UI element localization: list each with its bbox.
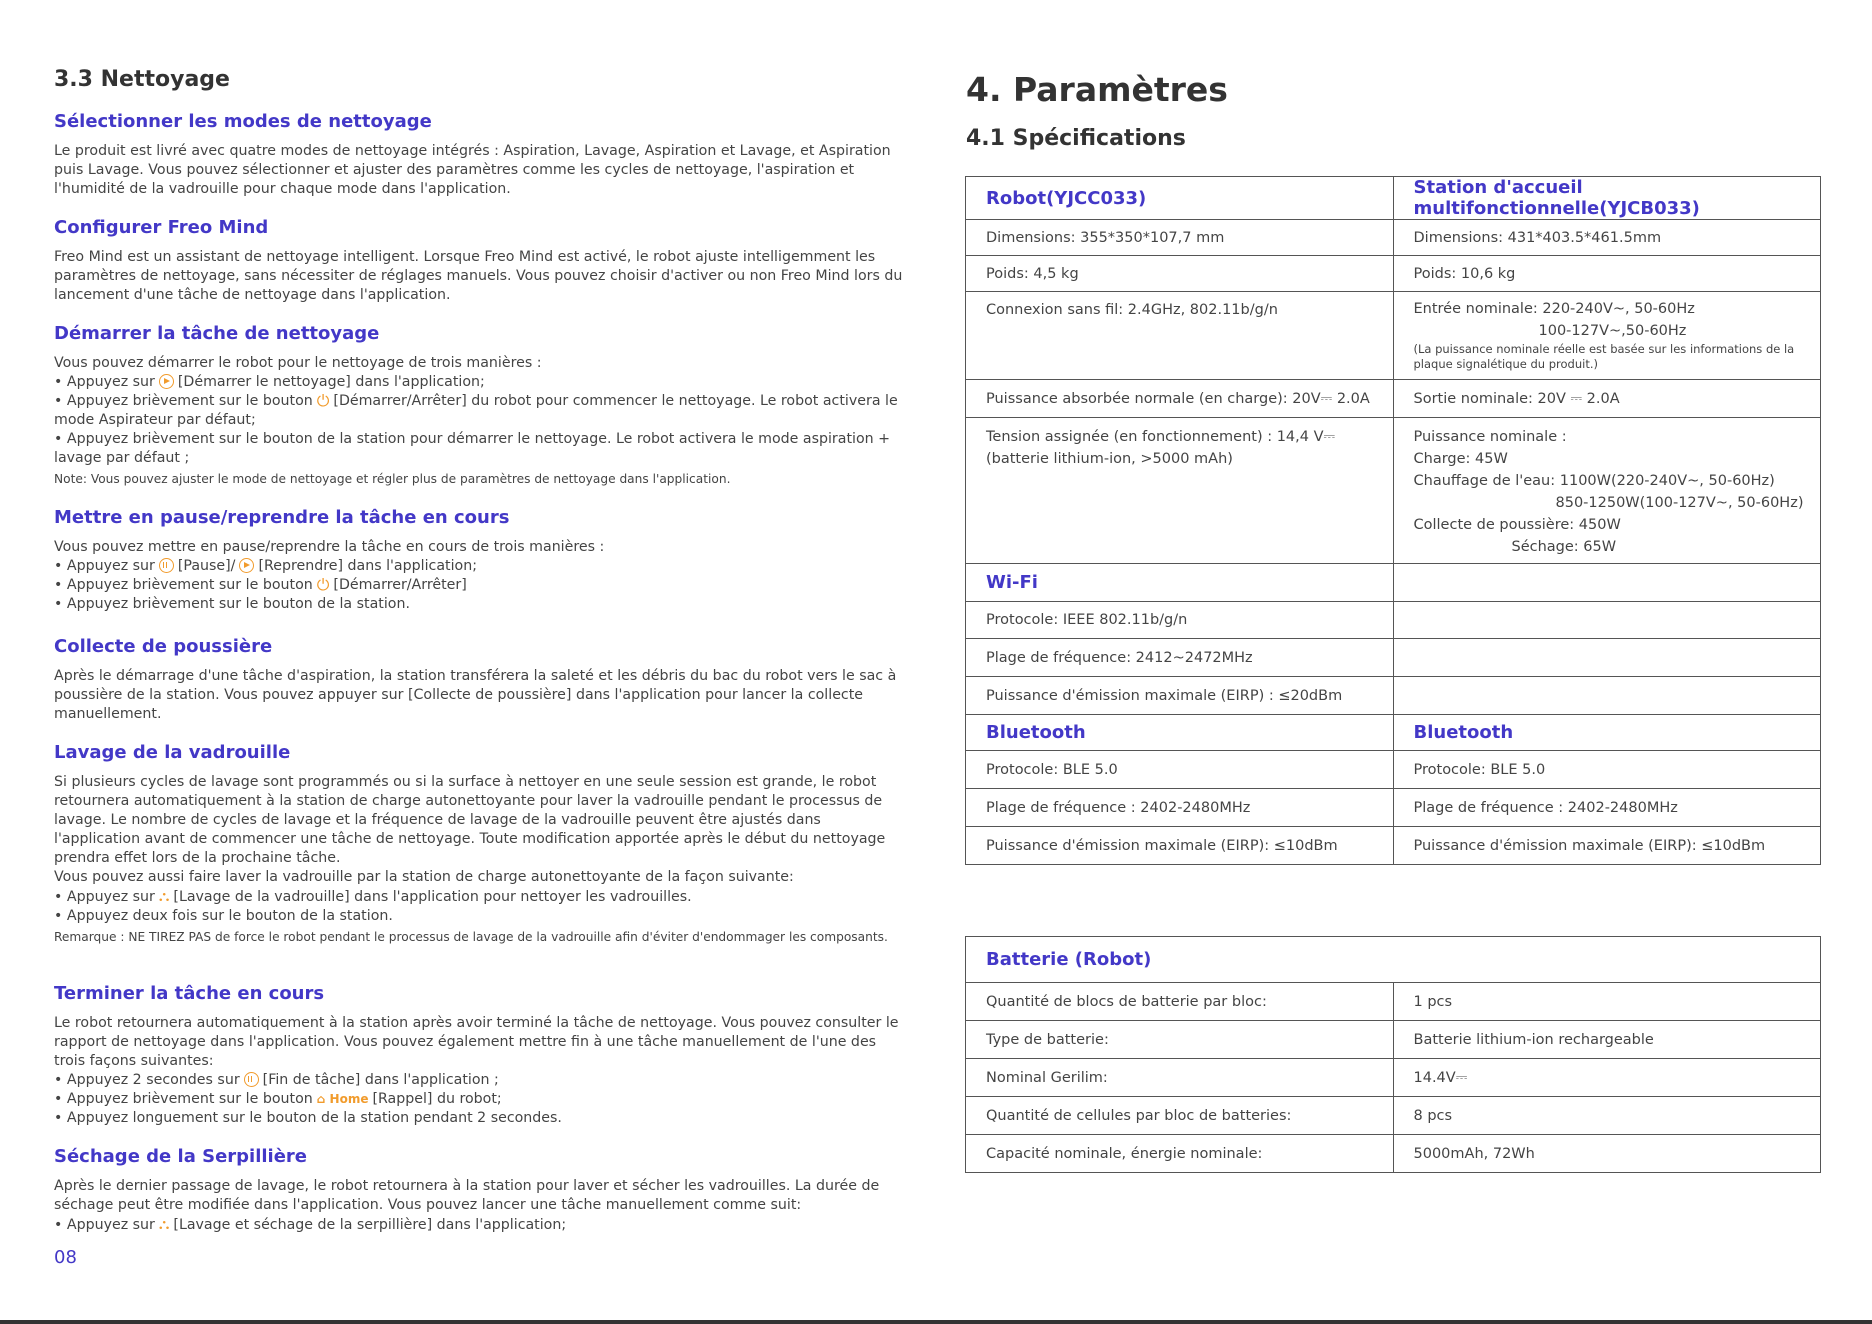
heading-cleaning-modes: Sélectionner les modes de nettoyage [54,111,432,132]
station-weight: Poids: 10,6 kg [1393,256,1821,292]
pause-bullet-2: • Appuyez brièvement sur le bouton ⏻ [Démarrer/Arrêter] [54,575,467,594]
power-icon: ⏻ [316,391,330,410]
mop-drying-text: Après le dernier passage de lavage, le robot retournera à la station pour laver et sécher les vadrouilles. La durée de séchage peut être modifiée dans l'application. Vous pouvez lancer une tâche manuellement comme suit: [54,1178,880,1213]
home-icon: ⌂ Home [316,1092,369,1106]
battery-value: 14.4V⎓ [1393,1059,1821,1097]
wifi-frequency: Plage de fréquence: 2412~2472MHz [966,639,1394,677]
wifi-eirp: Puissance d'émission maximale (EIRP) : ≤20dBm [966,677,1394,715]
start-bullet-2: • Appuyez brièvement sur le bouton ⏻ [Démarrer/Arrêter] du robot pour commencer le nettoyage. Le robot activera le mode Aspirateur par défaut; [54,391,898,428]
mop-note: Remarque : NE TIREZ PAS de force le robot pendant le processus de lavage de la vadrouille afin d'éviter d'endommager les composants. [54,930,888,944]
specifications-subtitle: 4.1 Spécifications [966,126,1186,151]
pause-bullet-3: • Appuyez brièvement sur le bouton de la station. [54,596,410,612]
robot-header: Robot(YJCC033) [966,177,1394,220]
start-intro: Vous pouvez démarrer le robot pour le nettoyage de trois manières : [54,355,542,371]
freo-mind-text: Freo Mind est un assistant de nettoyage intelligent. Lorsque Freo Mind est activé, le robot ajuste intelligemment les paramètres de nettoyage, sans nécessiter de réglages manuels. Vous pouvez choisir d'activer ou non Freo Mind lors du lancement d'une tâche de nettoyage dans l'application. [54,249,903,303]
battery-value: Batterie lithium-ion rechargeable [1393,1021,1821,1059]
power-icon: ⏻ [316,575,330,594]
station-rated-power: Puissance nominale : Charge: 45W Chauffage de l'eau: 1100W(220-240V~, 50-60Hz) 850-1250W(100-127V~, 50-60Hz) Collecte de poussière: 450W Séchage: 65W [1393,418,1821,564]
wifi-header: Wi-Fi [966,564,1394,602]
heading-freo-mind: Configurer Freo Mind [54,217,269,238]
mop-bullet-1: • Appuyez sur ⛬ [Lavage de la vadrouille] dans l'application pour nettoyer les vadrouilles. [54,887,692,905]
bottom-rule [0,1320,1872,1324]
robot-dimensions: Dimensions: 355*350*107,7 mm [966,220,1394,256]
mop-washing-text-2: Vous pouvez aussi faire laver la vadrouille par la station de charge autonettoyante de la façon suivante: [54,869,794,885]
section-title: 3.3 Nettoyage [54,67,230,92]
station-bt-eirp: Puissance d'émission maximale (EIRP): ≤10dBm [1393,827,1821,865]
battery-table [965,936,1821,1173]
start-note: Note: Vous pouvez ajuster le mode de nettoyage et régler plus de paramètres de nettoyage dans l'application. [54,472,731,486]
battery-header: Batterie (Robot) [966,937,1821,983]
robot-weight: Poids: 4,5 kg [966,256,1394,292]
robot-bt-eirp: Puissance d'émission maximale (EIRP): ≤10dBm [966,827,1394,865]
heading-end-task: Terminer la tâche en cours [54,983,325,1004]
start-bullet-1: • Appuyez sur [Démarrer le nettoyage] dans l'application; [54,374,485,390]
battery-label: Nominal Gerilim: [966,1059,1394,1097]
empty-cell [1393,564,1821,602]
end-bullet-2: • Appuyez brièvement sur le bouton ⌂ Home [Rappel] du robot; [54,1091,502,1107]
station-bt-protocol: Protocole: BLE 5.0 [1393,751,1821,789]
drying-bullet-1: • Appuyez sur ⛬ [Lavage et séchage de la serpillière] dans l'application; [54,1215,567,1233]
mop-bullet-2: • Appuyez deux fois sur le bouton de la station. [54,908,393,924]
play-icon [239,558,254,573]
page-number: 08 [54,1247,77,1268]
heading-start-task: Démarrer la tâche de nettoyage [54,323,380,344]
empty-cell [1393,639,1821,677]
play-icon [159,374,174,389]
battery-label: Capacité nominale, énergie nominale: [966,1135,1394,1173]
pause-icon [244,1072,259,1087]
station-input: Entrée nominale: 220-240V~, 50-60Hz 100-127V~,50-60Hz (La puissance nominale réelle est basée sur les informations de la plaque signalétique du produit.) [1393,292,1821,380]
heading-pause-resume: Mettre en pause/reprendre la tâche en cours [54,507,510,528]
station-output: Sortie nominale: 20V ⎓ 2.0A [1393,380,1821,418]
battery-label: Quantité de cellules par bloc de batteries: [966,1097,1394,1135]
robot-bt-frequency: Plage de fréquence : 2402-2480MHz [966,789,1394,827]
cleaning-modes-text: Le produit est livré avec quatre modes de nettoyage intégrés : Aspiration, Lavage, Aspiration et Lavage, et Aspiration puis Lavage. Vous pouvez sélectionner et ajuster des paramètres comme les cycles de nettoyage, l'aspiration et l'humidité de la vadrouille pour chaque mode dans l'application. [54,143,891,197]
robot-wireless: Connexion sans fil: 2.4GHz, 802.11b/g/n [966,292,1394,380]
end-bullet-1: • Appuyez 2 secondes sur [Fin de tâche] dans l'application ; [54,1072,499,1088]
dust-collection-text: Après le démarrage d'une tâche d'aspiration, la station transférera la saleté et les débris du bac du robot vers le sac à poussière de la station. Vous pouvez appuyer sur [Collecte de poussière] dans l'application pour lancer la collecte manuellement. [54,668,897,722]
battery-label: Type de batterie: [966,1021,1394,1059]
mop-dry-icon: ⛬ [158,1215,170,1233]
empty-cell [1393,677,1821,715]
empty-cell [1393,602,1821,639]
battery-value: 5000mAh, 72Wh [1393,1135,1821,1173]
pause-icon [159,558,174,573]
specifications-table [965,176,1821,865]
robot-power-draw: Puissance absorbée normale (en charge): 20V⎓ 2.0A [966,380,1394,418]
battery-label: Quantité de blocs de batterie par bloc: [966,983,1394,1021]
station-bluetooth-header: Bluetooth [1393,715,1821,751]
heading-mop-washing: Lavage de la vadrouille [54,742,291,763]
end-task-text: Le robot retournera automatiquement à la station après avoir terminé la tâche de nettoyage. Vous pouvez consulter le rapport de nettoyage dans l'application. Vous pouvez également mettre fin à une tâche manuellement de l'une des trois façons suivantes: [54,1015,899,1069]
wifi-protocol: Protocole: IEEE 802.11b/g/n [966,602,1394,639]
heading-mop-drying: Séchage de la Serpillière [54,1146,308,1167]
robot-bluetooth-header: Bluetooth [966,715,1394,751]
pause-bullet-1: • Appuyez sur [Pause]/ [Reprendre] dans l'application; [54,558,477,574]
mop-wash-icon: ⛬ [158,887,170,905]
battery-value: 8 pcs [1393,1097,1821,1135]
station-bt-frequency: Plage de fréquence : 2402-2480MHz [1393,789,1821,827]
parameters-title: 4. Paramètres [966,70,1228,109]
left-column [54,67,910,1235]
battery-value: 1 pcs [1393,983,1821,1021]
heading-dust-collection: Collecte de poussière [54,636,273,657]
end-bullet-3: • Appuyez longuement sur le bouton de la station pendant 2 secondes. [54,1110,562,1126]
start-bullet-3: • Appuyez brièvement sur le bouton de la station pour démarrer le nettoyage. Le robot activera le mode aspiration + lavage par défaut ; [54,431,891,466]
pause-intro: Vous pouvez mettre en pause/reprendre la tâche en cours de trois manières : [54,539,605,555]
robot-voltage: Tension assignée (en fonctionnement) : 14,4 V⎓ (batterie lithium-ion, >5000 mAh) [966,418,1394,564]
mop-washing-text: Si plusieurs cycles de lavage sont programmés ou si la surface à nettoyer en une seule session est grande, le robot retournera automatiquement à la station de charge autonettoyante pour laver la vadrouille pendant le processus de lavage. Le nombre de cycles de lavage et la fréquence de lavage de la vadrouille peuvent être ajustés dans l'application avant de commencer une tâche de nettoyage. Toute modification apportée après le début du nettoyage prendra effet lors de la prochaine tâche. [54,774,886,866]
robot-bt-protocol: Protocole: BLE 5.0 [966,751,1394,789]
station-header: Station d'accueil multifonctionnelle(YJCB033) [1393,177,1821,220]
station-dimensions: Dimensions: 431*403.5*461.5mm [1393,220,1821,256]
